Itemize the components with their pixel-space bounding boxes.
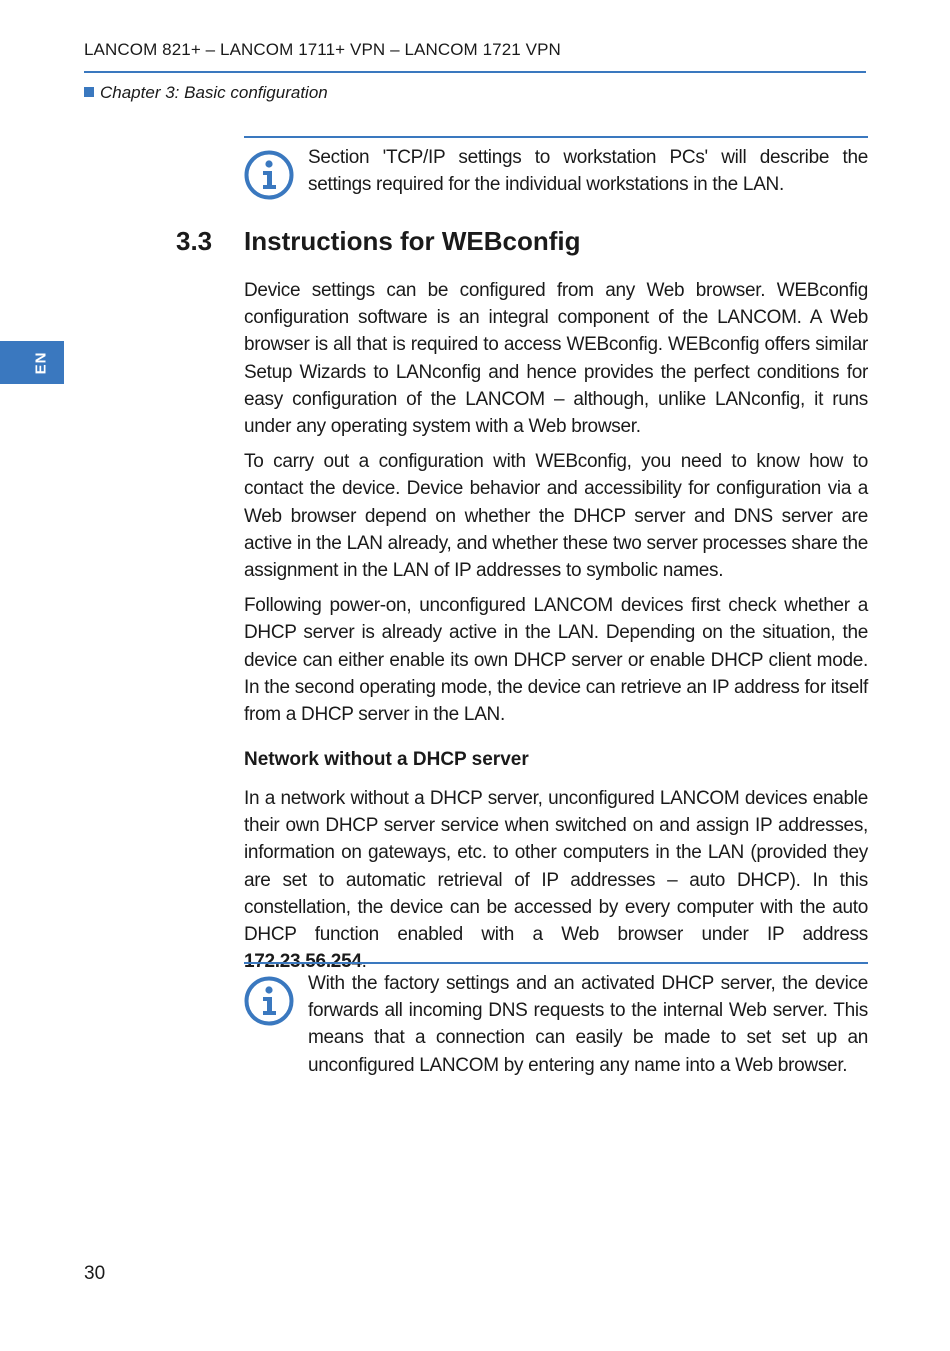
subsection-body (244, 785, 868, 983)
section-number: 3.3 (176, 226, 213, 256)
section-title: Instructions for WEBconfig (244, 226, 581, 256)
ip-address: 172.23.56.254 (244, 951, 362, 973)
chapter-marker (84, 87, 94, 97)
header-rule (84, 71, 866, 73)
header-title: LANCOM 821+ – LANCOM 1711+ VPN – LANCOM 1721 VPN (84, 40, 561, 59)
section-body (244, 277, 868, 736)
language-tab-label: EN (32, 351, 50, 375)
page-number: 30 (84, 1263, 106, 1284)
paragraph: Following power‑on, unconfigured LANCOM devices first check whether a DHCP server is already active in the LAN. Depending on the situation, the device can either enable its own DHCP server or enable DHCP client mode. In the second operating mode, the device can retrieve an IP address for itself from a DHCP server in the LAN. (244, 595, 868, 726)
paragraph (244, 785, 868, 975)
paragraph-end: . (361, 951, 367, 973)
chapter-text: Chapter 3: Basic configuration (100, 83, 328, 102)
info-icon (244, 150, 294, 200)
info-note-1-text: Section 'TCP/IP settings to workstation PCs' will describe the settings required for the individual workstations in the LAN. (308, 147, 868, 196)
info-icon (244, 976, 294, 1026)
info-note-1 (244, 136, 868, 198)
section-heading (176, 226, 581, 257)
info-note-2-text: With the factory settings and an activated DHCP server, the device forwards all incoming DNS requests to the internal Web server. This means that a connection can easily be made to set set up an unconfigured LANCOM by entering any name into a Web browser. (308, 973, 868, 1076)
paragraph-text: In a network without a DHCP server, unconfigured LANCOM devices enable their own DHCP server service when switched on and assign IP addresses, information on gateways, etc. to other computers in the LAN (provided they are set to automatic retrieval of IP addresses – auto DHCP). In this constellation, the device can be accessed by every computer with the auto DHCP function enabled with a Web browser under IP address (244, 788, 868, 946)
info-note-2 (244, 962, 868, 1079)
paragraph: Device settings can be configured from any Web browser. WEBconfig configuration software is an integral component of the LANCOM. A Web browser is all that is required to access WEBconfig. WEBconfig offers similar Setup Wizards to LANconfig and hence provides the perfect conditions for easy configuration of the LANCOM – although, unlike LANconfig, it runs under any operating system with a Web browser. (244, 280, 868, 438)
chapter-label (84, 83, 328, 103)
paragraph: To carry out a configuration with WEBconfig, you need to know how to contact the device. Device behavior and accessibility for configuration via a Web browser depend on whether the DHCP server and DNS server are active in the LAN already, and whether these two server processes share the assignment in the LAN of IP addresses to symbolic names. (244, 451, 868, 582)
subsection-heading: Network without a DHCP server (244, 749, 529, 770)
language-tab (0, 341, 64, 384)
